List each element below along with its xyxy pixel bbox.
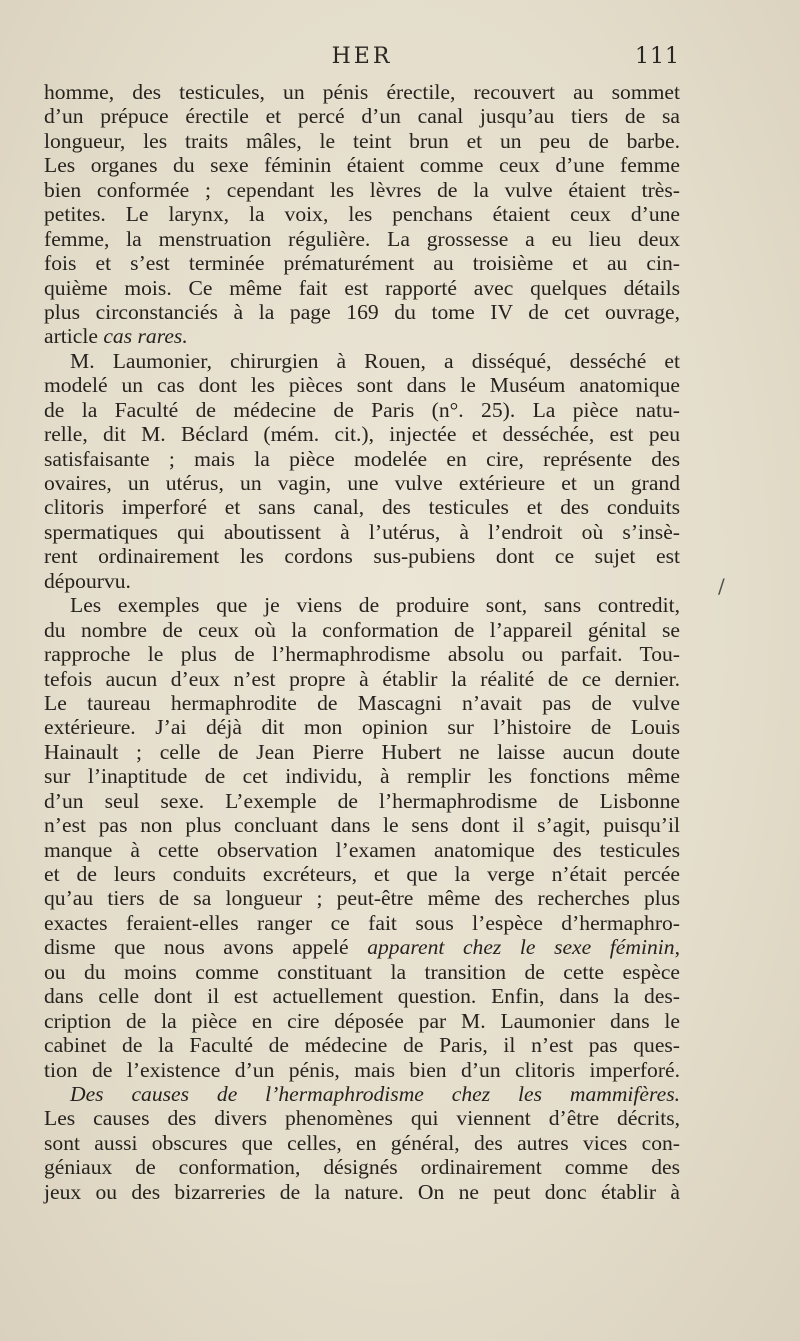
text-line — [44, 324, 680, 348]
text-line: satisfaisante ; mais la pièce modelée en cire, représente des — [44, 446, 680, 471]
text-run: article — [44, 324, 104, 349]
text-line: fois et s’est terminée prématurément au troisième et au cin- — [44, 251, 680, 276]
text-line: longueur, les traits mâles, le teint brun et un peu de barbe. — [44, 128, 680, 153]
text-line: extérieure. J’ai déjà dit mon opinion sur l’histoire de Louis — [44, 715, 680, 740]
text-run: , — [674, 935, 680, 960]
text-line: Hainault ; celle de Jean Pierre Hubert ne laisse aucun doute — [44, 739, 680, 764]
text-line: ovaires, un utérus, un vagin, une vulve extérieure et un grand — [44, 471, 680, 495]
text-line: Le taureau hermaphrodite de Mascagni n’avait pas de vulve — [44, 690, 680, 715]
text-line: de la Faculté de médecine de Paris (n°. 25). La pièce natu- — [44, 397, 680, 422]
text-line: Les organes du sexe féminin étaient comme ceux d’une femme — [44, 153, 680, 178]
running-head: HER — [331, 44, 393, 69]
text-line: relle, dit M. Béclard (mém. cit.), injectée et desséchée, est peu — [44, 422, 680, 447]
text-line: jeux ou des bizarreries de la nature. On ne peut donc établir à — [44, 1179, 680, 1204]
text-line: tion de l’existence d’un pénis, mais bien d’un clitoris imperforé. — [44, 1057, 680, 1082]
text-line — [44, 935, 680, 959]
text-line: tefois aucun d’eux n’est propre à établir la réalité de ce dernier. — [44, 666, 680, 691]
text-line: ou du moins comme constituant la transition de cette espèce — [44, 959, 680, 984]
text-line: et de leurs conduits excréteurs, et que la verge n’était percée — [44, 862, 680, 886]
text-line: Les causes des divers phenomènes qui viennent d’être décrits, — [44, 1106, 680, 1131]
text-line — [44, 1082, 680, 1106]
text-line: exactes feraient-elles ranger ce fait sous l’espèce d’hermaphro- — [44, 910, 680, 935]
text-line: dépourvu. — [44, 568, 131, 593]
text-line: sont aussi obscures que celles, en général, des autres vices con- — [44, 1130, 680, 1155]
text-line: rent ordinairement les cordons sus-pubiens dont ce sujet est — [44, 544, 680, 569]
text-line: d’un prépuce érectile et percé d’un canal jusqu’au tiers de sa — [44, 104, 680, 129]
text-line: femme, la menstruation régulière. La grossesse a eu lieu deux — [44, 226, 680, 251]
text-line: du nombre de ceux où la conformation de l’appareil génital se — [44, 617, 680, 642]
text-line: plus circonstanciés à la page 169 du tome IV de cet ouvrage, — [44, 299, 680, 324]
text-line: qu’au tiers de sa longueur ; peut-être même des recherches plus — [44, 886, 680, 911]
text-line: modelé un cas dont les pièces sont dans le Muséum anatomique — [44, 373, 680, 398]
text-line: clitoris imperforé et sans canal, des testicules et des conduits — [44, 495, 680, 520]
page-header — [44, 44, 680, 76]
text-line: bien conformée ; cependant les lèvres de la vulve étaient très- — [44, 177, 680, 202]
text-line: cabinet de la Faculté de médecine de Paris, il n’est pas ques- — [44, 1033, 680, 1058]
text-line: petites. Le larynx, la voix, les penchans étaient ceux d’une — [44, 202, 680, 227]
margin-mark: / — [718, 574, 725, 598]
text-line: homme, des testicules, un pénis érectile, recouvert au sommet — [44, 80, 680, 104]
text-line: quième mois. Ce même fait est rapporté avec quelques détails — [44, 275, 680, 300]
text-line: dans celle dont il est actuellement question. Enfin, dans la des- — [44, 984, 680, 1009]
text-run: disme que nous avons appelé — [44, 935, 368, 960]
text-line: d’un seul sexe. L’exemple de l’hermaphrodisme de Lisbonne — [44, 788, 680, 813]
text-line: M. Laumonier, chirurgien à Rouen, a disséqué, desséché et — [70, 348, 680, 373]
text-line: sur l’inaptitude de cet individu, à remplir les fonctions même — [44, 764, 680, 789]
page-number: 111 — [635, 44, 680, 69]
text-line: rapproche le plus de l’hermaphrodisme absolu ou parfait. Tou- — [44, 642, 680, 667]
italic-text: apparent chez le sexe féminin — [367, 935, 675, 960]
body-text — [44, 80, 680, 1204]
text-line: géniaux de conformation, désignés ordinairement comme des — [44, 1155, 680, 1180]
italic-text: Des causes de l’hermaphrodisme chez les mammifères. — [70, 1081, 680, 1106]
text-line: n’est pas non plus concluant dans le sens dont il s’agit, puisqu’il — [44, 813, 680, 838]
italic-text: cas rares. — [103, 324, 188, 349]
text-line: spermatiques qui aboutissent à l’utérus, à l’endroit où s’insè- — [44, 519, 680, 544]
text-line: manque à cette observation l’examen anatomique des testicules — [44, 837, 680, 862]
text-line: cription de la pièce en cire déposée par M. Laumonier dans le — [44, 1008, 680, 1033]
text-line: Les exemples que je viens de produire sont, sans contredit, — [70, 593, 680, 618]
